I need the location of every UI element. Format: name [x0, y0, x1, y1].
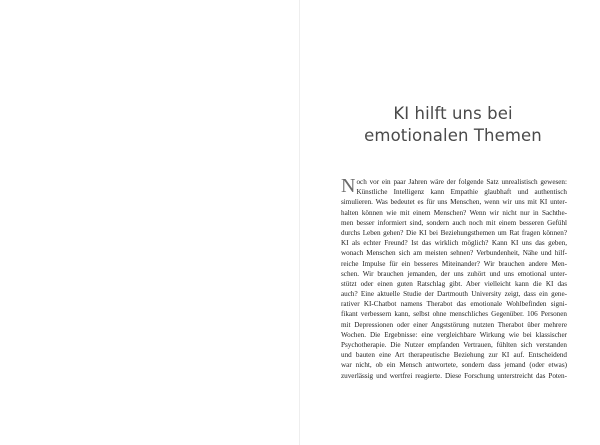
text-line: zuverlässig und wertfrei reagierte. Diese Forschung unterstreicht das Poten- — [341, 371, 567, 380]
text-line: halten können wie mit einem Menschen? Wenn wir nicht nur in Sachthe- — [341, 208, 567, 217]
body-text — [341, 177, 567, 381]
text-line: Psychotherapie. Die Nutzer empfanden Vertrauen, fühlten sich verstanden — [341, 341, 567, 349]
chapter-title-line-2: emotionalen Themen — [364, 126, 542, 145]
text-line: mit Depressionen oder einer Angststörung nutzten Therabot über mehrere — [341, 320, 567, 329]
drop-cap: N — [341, 175, 356, 197]
text-line: und bauten eine Art therapeutische Beziehung zur KI auf. Entscheidend — [341, 351, 567, 360]
text-line: och vor ein paar Jahren wäre der folgende Satz unrealistisch gewesen: — [356, 178, 567, 186]
chapter-title — [340, 103, 566, 147]
text-line: men besser informiert sind, sondern auch noch mit einem besseren Gefühl — [341, 218, 567, 227]
left-page — [0, 0, 299, 445]
text-line: wonach Menschen sich am meisten sehnen? Verbundenheit, Nähe und hilf- — [341, 249, 567, 258]
text-line: rativer KI-Chatbot namens Therabot das emotionale Wohlbefinden signi- — [341, 300, 567, 309]
text-line: KI als echter Freund? Ist das wirklich möglich? Kann KI uns das geben, — [341, 239, 567, 248]
text-line: stützt oder einen guten Ratschlag gibt. Aber vielleicht kann die KI das — [341, 279, 567, 288]
text-line: durchs Leben gehen? Die KI bei Beziehungsthemen um Rat fragen können? — [341, 228, 567, 237]
text-line: auch? Eine aktuelle Studie der Dartmouth University zeigt, dass ein gene- — [341, 290, 567, 299]
text-line: fikant verbessern kann, selbst ohne menschliches Gegenüber. 106 Personen — [341, 310, 567, 319]
text-line: schen. Wir brauchen jemanden, der uns zuhört und uns emotional unter- — [341, 269, 567, 278]
text-line: Künstliche Intelligenz kann Empathie glaubhaft und authentisch — [356, 188, 567, 197]
text-line: Wochen. Die Ergebnisse: eine vergleichbare Wirkung wie bei klassischer — [341, 330, 567, 339]
text-line: simulieren. Was bedeutet es für uns Menschen, wenn wir uns mit KI unter- — [341, 198, 567, 207]
text-line: war nicht, ob ein Mensch antwortete, sondern dass jemand (oder etwas) — [341, 361, 567, 370]
chapter-title-line-1: KI hilft uns bei — [393, 104, 513, 123]
text-line: reiche Impulse für ein besseres Miteinander? Wir brauchen andere Men- — [341, 259, 567, 268]
